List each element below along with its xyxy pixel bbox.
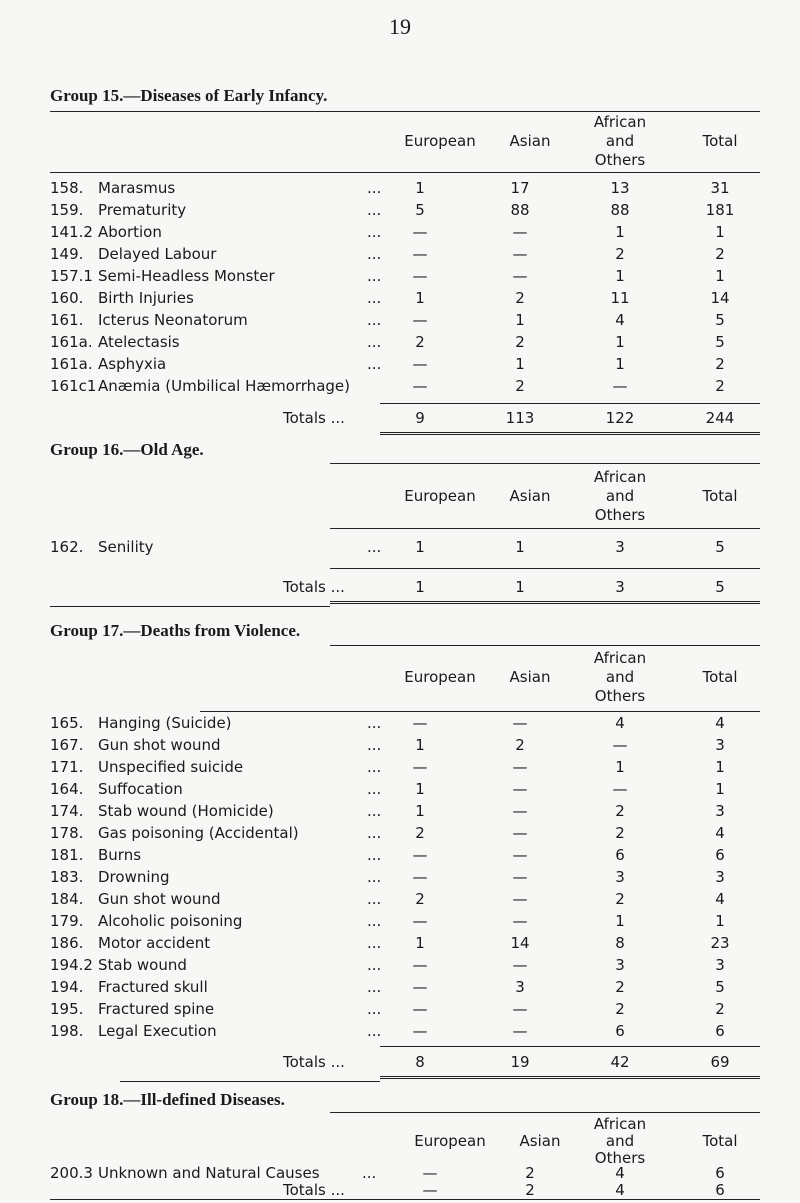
total-total: 244 [705, 409, 735, 427]
cell-african: 2 [615, 245, 625, 263]
col-total-header: Total [702, 668, 738, 686]
row-dots: ... [367, 736, 382, 754]
row-label: Unspecified suicide [98, 758, 244, 776]
total-european: — [422, 1181, 438, 1199]
row-code: 194.2 [50, 956, 93, 974]
row-dots: ... [367, 868, 382, 886]
cell-african: — [612, 736, 628, 754]
row-dots: ... [367, 802, 382, 820]
row-dots: ... [367, 846, 382, 864]
table-row [0, 934, 800, 956]
col-african-header-line1: African [593, 649, 647, 667]
row-label: Fractured spine [98, 1000, 215, 1018]
totals-label: Totals ... [283, 1181, 345, 1199]
row-code: 198. [50, 1022, 84, 1040]
cell-european: — [422, 1164, 438, 1182]
cell-african: 2 [615, 978, 625, 996]
cell-total: 4 [715, 714, 725, 732]
row-dots: ... [367, 1022, 382, 1040]
total-total: 5 [715, 578, 725, 596]
cell-total: 1 [715, 223, 725, 241]
table-row [0, 912, 800, 934]
cell-european: 2 [415, 890, 425, 908]
cell-total: 2 [715, 377, 725, 395]
row-dots: ... [367, 956, 382, 974]
table-row [0, 890, 800, 912]
cell-asian: 3 [515, 978, 525, 996]
row-code: 183. [50, 868, 84, 886]
row-label: Anæmia (Umbilical Hæmorrhage) [98, 377, 350, 395]
cell-asian: — [512, 780, 528, 798]
cell-european: — [412, 1000, 428, 1018]
cell-asian: 2 [525, 1164, 535, 1182]
row-label: Atelectasis [98, 333, 180, 351]
cell-total: 5 [715, 978, 725, 996]
table-row [0, 538, 800, 560]
row-dots: ... [367, 912, 382, 930]
group-18-bottom-rule [50, 1199, 760, 1200]
table-row [0, 377, 800, 399]
table-row [0, 179, 800, 201]
row-dots: ... [362, 1164, 377, 1182]
row-label: Stab wound (Homicide) [98, 802, 274, 820]
cell-european: — [412, 912, 428, 930]
group-17-title: Group 17.—Deaths from Violence. [50, 621, 301, 640]
table-row [0, 978, 800, 1000]
total-african: 4 [615, 1181, 625, 1199]
row-dots: ... [367, 538, 382, 556]
row-dots: ... [367, 780, 382, 798]
cell-african: 8 [615, 934, 625, 952]
cell-total: 5 [715, 538, 725, 556]
table-row [0, 245, 800, 267]
cell-total: 3 [715, 802, 725, 820]
total-european: 1 [415, 578, 425, 596]
row-label: Semi-Headless Monster [98, 267, 275, 285]
row-label: Marasmus [98, 179, 176, 197]
row-label: Abortion [98, 223, 162, 241]
cell-african: 1 [615, 267, 625, 285]
cell-african: 1 [615, 758, 625, 776]
cell-asian: — [512, 802, 528, 820]
cell-asian: 2 [515, 289, 525, 307]
col-african-header-line1: African [593, 1115, 647, 1133]
cell-african: 3 [615, 956, 625, 974]
row-dots: ... [367, 179, 382, 197]
cell-european: — [412, 978, 428, 996]
row-code: 195. [50, 1000, 84, 1018]
cell-asian: — [512, 890, 528, 908]
cell-total: 4 [715, 890, 725, 908]
row-dots: ... [367, 714, 382, 732]
row-code: 194. [50, 978, 84, 996]
row-dots: ... [367, 267, 382, 285]
row-label: Senility [98, 538, 154, 556]
cell-european: — [412, 714, 428, 732]
table-row [0, 267, 800, 289]
cell-european: 1 [415, 289, 425, 307]
cell-african: 4 [615, 714, 625, 732]
row-label: Gun shot wound [98, 890, 221, 908]
cell-total: 5 [715, 333, 725, 351]
col-asian-header: Asian [509, 668, 551, 686]
row-dots: ... [367, 1000, 382, 1018]
col-asian-header: Asian [509, 487, 551, 505]
table-row [0, 1000, 800, 1022]
cell-total: 4 [715, 824, 725, 842]
col-asian-header: Asian [519, 1132, 561, 1150]
row-label: Legal Execution [98, 1022, 217, 1040]
row-code: 161c1 [50, 377, 97, 395]
col-african-header-line2: and [605, 132, 635, 150]
row-dots: ... [367, 311, 382, 329]
cell-asian: — [512, 245, 528, 263]
total-total: 69 [710, 1053, 730, 1071]
col-african-header-line2: and [605, 487, 635, 505]
cell-asian: — [512, 1000, 528, 1018]
col-african-header-line2: and [605, 668, 635, 686]
cell-total: 1 [715, 780, 725, 798]
group-15-title: Group 15.—Diseases of Early Infancy. [50, 86, 328, 105]
cell-asian: — [512, 912, 528, 930]
cell-african: 11 [610, 289, 630, 307]
cell-total: 31 [710, 179, 730, 197]
cell-asian: 2 [515, 377, 525, 395]
cell-european: — [412, 223, 428, 241]
col-african-header-line3: Others [594, 506, 646, 524]
row-code: 162. [50, 538, 84, 556]
total-african: 3 [615, 578, 625, 596]
cell-asian: 1 [515, 355, 525, 373]
row-code: 167. [50, 736, 84, 754]
row-dots: ... [367, 890, 382, 908]
row-code: 161a. [50, 333, 93, 351]
total-asian: 2 [525, 1181, 535, 1199]
table-row [0, 289, 800, 311]
row-label: Gun shot wound [98, 736, 221, 754]
row-label: Prematurity [98, 201, 187, 219]
col-european-header: European [404, 132, 476, 150]
row-label: Delayed Labour [98, 245, 217, 263]
group-16-header-rule [330, 528, 760, 529]
total-asian: 1 [515, 578, 525, 596]
col-african-header-line1: African [593, 113, 647, 131]
table-row [0, 355, 800, 377]
cell-total: 2 [715, 355, 725, 373]
cell-asian: — [512, 846, 528, 864]
table-row [0, 1022, 800, 1044]
cell-african: 88 [610, 201, 630, 219]
row-code: 159. [50, 201, 84, 219]
group-17-totals-row [0, 1053, 800, 1075]
cell-african: 4 [615, 311, 625, 329]
col-african-header-line1: African [593, 468, 647, 486]
row-label: Asphyxia [98, 355, 167, 373]
row-code: 141.2 [50, 223, 93, 241]
group-17-header-rule [200, 711, 760, 712]
row-label: Suffocation [98, 780, 183, 798]
cell-total: 1 [715, 912, 725, 930]
cell-asian: 2 [515, 333, 525, 351]
row-code: 171. [50, 758, 84, 776]
row-dots: ... [367, 824, 382, 842]
page-number: 19 [389, 14, 411, 39]
col-african-header-line3: Others [594, 687, 646, 705]
cell-european: — [412, 355, 428, 373]
table-row [0, 802, 800, 824]
cell-total: 3 [715, 868, 725, 886]
cell-asian: — [512, 267, 528, 285]
col-african-header-line2: and [605, 1132, 635, 1150]
total-total: 6 [715, 1181, 725, 1199]
table-row [0, 333, 800, 355]
cell-asian: 1 [515, 538, 525, 556]
table-row [0, 223, 800, 245]
cell-african: 6 [615, 846, 625, 864]
totals-label: Totals ... [283, 1053, 345, 1071]
table-row [0, 868, 800, 890]
group-17-double-rule [380, 1076, 760, 1079]
cell-asian: — [512, 714, 528, 732]
total-asian: 113 [505, 409, 535, 427]
col-european-header: European [414, 1132, 486, 1150]
table-row [0, 736, 800, 758]
cell-european: 2 [415, 333, 425, 351]
row-dots: ... [367, 758, 382, 776]
cell-asian: — [512, 824, 528, 842]
group-18-top-rule [330, 1112, 760, 1113]
col-european-header: European [404, 487, 476, 505]
col-african-header-line3: Others [594, 1149, 646, 1167]
group-16-totals-row [0, 578, 800, 600]
group-15-top-rule [50, 111, 760, 112]
table-row [0, 824, 800, 846]
row-code: 161a. [50, 355, 93, 373]
cell-european: — [412, 758, 428, 776]
row-code: 164. [50, 780, 84, 798]
group-16-title: Group 16.—Old Age. [50, 440, 204, 459]
table-row [0, 758, 800, 780]
col-total-header: Total [702, 487, 738, 505]
row-label: Burns [98, 846, 142, 864]
group-17-left-rule [120, 1081, 380, 1082]
total-asian: 19 [510, 1053, 530, 1071]
row-label: Stab wound [98, 956, 187, 974]
row-code: 181. [50, 846, 84, 864]
row-label: Gas poisoning (Accidental) [98, 824, 299, 842]
cell-european: — [412, 868, 428, 886]
cell-european: — [412, 1022, 428, 1040]
row-label: Unknown and Natural Causes [98, 1164, 320, 1182]
table-row [0, 780, 800, 802]
cell-african: 3 [615, 538, 625, 556]
cell-african: 1 [615, 912, 625, 930]
row-dots: ... [367, 355, 382, 373]
cell-european: — [412, 245, 428, 263]
table-row [0, 714, 800, 736]
group-15-header-rule [50, 172, 760, 173]
cell-total: 2 [715, 245, 725, 263]
cell-african: 3 [615, 868, 625, 886]
row-code: 165. [50, 714, 84, 732]
group-16-totals-rule [330, 568, 760, 569]
table-row [0, 846, 800, 868]
cell-european: 1 [415, 736, 425, 754]
group-16-top-rule [330, 463, 760, 464]
row-code: 149. [50, 245, 84, 263]
group-16-left-rule [50, 606, 330, 607]
group-18-title: Group 18.—Ill-defined Diseases. [50, 1090, 285, 1109]
cell-african: 2 [615, 1000, 625, 1018]
cell-african: 2 [615, 824, 625, 842]
cell-european: 1 [415, 179, 425, 197]
group-15-totals-row [0, 409, 800, 431]
col-total-header: Total [702, 1132, 738, 1150]
row-label: Drowning [98, 868, 170, 886]
row-code: 178. [50, 824, 84, 842]
row-dots: ... [367, 333, 382, 351]
row-dots: ... [367, 289, 382, 307]
group-15-double-rule [380, 432, 760, 435]
cell-african: 4 [615, 1164, 625, 1182]
cell-european: 5 [415, 201, 425, 219]
totals-label: Totals ... [283, 409, 345, 427]
cell-african: 2 [615, 802, 625, 820]
total-european: 8 [415, 1053, 425, 1071]
row-code: 179. [50, 912, 84, 930]
group-17-totals-rule [380, 1046, 760, 1047]
row-label: Hanging (Suicide) [98, 714, 232, 732]
cell-asian: 1 [515, 311, 525, 329]
col-asian-header: Asian [509, 132, 551, 150]
row-code: 161. [50, 311, 84, 329]
cell-european: 1 [415, 538, 425, 556]
col-african-header-line3: Others [594, 151, 646, 169]
cell-asian: 2 [515, 736, 525, 754]
row-code: 157.1 [50, 267, 93, 285]
cell-asian: 88 [510, 201, 530, 219]
row-label: Alcoholic poisoning [98, 912, 243, 930]
cell-total: 181 [705, 201, 735, 219]
cell-european: 1 [415, 802, 425, 820]
cell-asian: 17 [510, 179, 530, 197]
cell-african: 13 [610, 179, 630, 197]
group-15-totals-rule [380, 403, 760, 404]
row-code: 174. [50, 802, 84, 820]
row-label: Icterus Neonatorum [98, 311, 248, 329]
totals-label: Totals ... [283, 578, 345, 596]
row-code: 186. [50, 934, 84, 952]
cell-total: 14 [710, 289, 730, 307]
cell-total: 23 [710, 934, 730, 952]
cell-total: 2 [715, 1000, 725, 1018]
table-row [0, 311, 800, 333]
cell-total: 5 [715, 311, 725, 329]
row-dots: ... [367, 978, 382, 996]
row-dots: ... [367, 934, 382, 952]
row-label: Motor accident [98, 934, 211, 952]
cell-total: 1 [715, 267, 725, 285]
cell-african: — [612, 377, 628, 395]
row-label: Birth Injuries [98, 289, 194, 307]
group-17-top-rule [330, 645, 760, 646]
row-dots: ... [367, 223, 382, 241]
cell-european: — [412, 846, 428, 864]
cell-european: 2 [415, 824, 425, 842]
cell-total: 3 [715, 956, 725, 974]
table-row [0, 956, 800, 978]
col-total-header: Total [702, 132, 738, 150]
cell-european: — [412, 377, 428, 395]
cell-asian: 14 [510, 934, 530, 952]
total-european: 9 [415, 409, 425, 427]
row-code: 200.3 [50, 1164, 93, 1182]
total-african: 42 [610, 1053, 630, 1071]
cell-total: 1 [715, 758, 725, 776]
cell-european: 1 [415, 780, 425, 798]
cell-european: — [412, 267, 428, 285]
cell-european: 1 [415, 934, 425, 952]
cell-african: 1 [615, 333, 625, 351]
cell-total: 3 [715, 736, 725, 754]
cell-total: 6 [715, 1022, 725, 1040]
group-16-double-rule [330, 601, 760, 604]
cell-african: 2 [615, 890, 625, 908]
cell-european: — [412, 311, 428, 329]
cell-asian: — [512, 223, 528, 241]
row-code: 158. [50, 179, 84, 197]
cell-asian: — [512, 758, 528, 776]
cell-african: 6 [615, 1022, 625, 1040]
row-code: 184. [50, 890, 84, 908]
row-dots: ... [367, 201, 382, 219]
cell-total: 6 [715, 846, 725, 864]
cell-african: 1 [615, 355, 625, 373]
cell-asian: — [512, 956, 528, 974]
col-european-header: European [404, 668, 476, 686]
cell-asian: — [512, 868, 528, 886]
cell-asian: — [512, 1022, 528, 1040]
cell-african: 1 [615, 223, 625, 241]
cell-total: 6 [715, 1164, 725, 1182]
cell-african: — [612, 780, 628, 798]
row-dots: ... [367, 245, 382, 263]
row-label: Fractured skull [98, 978, 208, 996]
row-code: 160. [50, 289, 84, 307]
cell-european: — [412, 956, 428, 974]
table-row [0, 201, 800, 223]
total-african: 122 [605, 409, 635, 427]
